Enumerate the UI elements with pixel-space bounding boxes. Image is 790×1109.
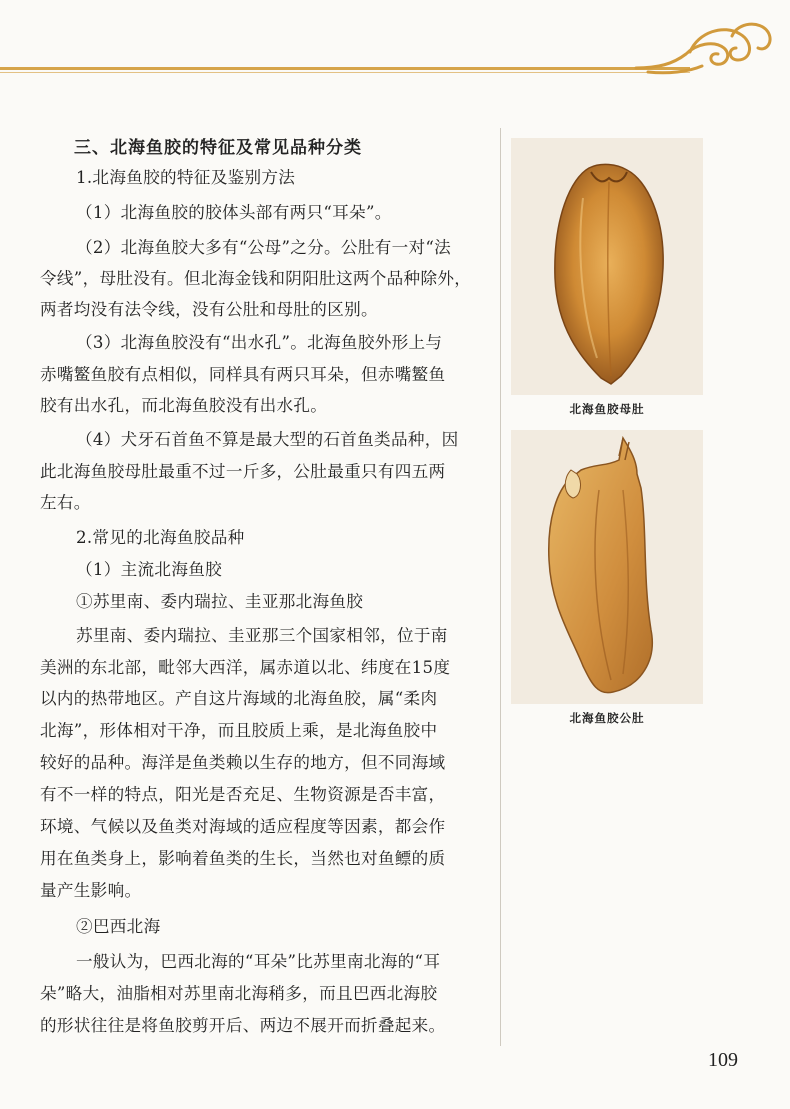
body-line: 胶有出水孔，而北海鱼胶没有出水孔。 <box>40 396 328 415</box>
body-line: 的形状往往是将鱼胶剪开后、两边不展开而折叠起来。 <box>40 1016 446 1035</box>
body-line: 有不一样的特点，阳光是否充足、生物资源是否丰富， <box>40 785 446 804</box>
body-line: 较好的品种。海洋是鱼类赖以生存的地方，但不同海域 <box>40 753 446 772</box>
subheading-brazil: ②巴西北海 <box>76 917 161 936</box>
body-line: 环境、气候以及鱼类对海域的适应程度等因素，都会作 <box>40 817 446 836</box>
body-line: 此北海鱼胶母肚最重不过一斤多，公肚最重只有四五两 <box>40 462 446 481</box>
body-line: 朵”略大，油脂相对苏里南北海稍多，而且巴西北海胶 <box>40 984 438 1003</box>
caption-female: 北海鱼胶母肚 <box>569 402 645 416</box>
page-number: 109 <box>708 1049 738 1071</box>
body-line: （1）北海鱼胶的胶体头部有两只“耳朵”。 <box>76 203 392 222</box>
caption-male: 北海鱼胶公肚 <box>569 711 645 725</box>
subheading-suriname: ①苏里南、委内瑞拉、圭亚那北海鱼胶 <box>76 592 364 611</box>
column-divider <box>500 128 501 1046</box>
body-line: 赤嘴鳘鱼胶有点相似，同样具有两只耳朵，但赤嘴鳘鱼 <box>40 365 446 384</box>
body-line: 令线”，母肚没有。但北海金钱和阴阳肚这两个品种除外， <box>40 269 472 288</box>
subheading-varieties: 2.常见的北海鱼胶品种 <box>76 528 245 547</box>
subheading-features: 1.北海鱼胶的特征及鉴别方法 <box>76 168 296 187</box>
body-line: （4）犬牙石首鱼不算是最大型的石首鱼类品种，因 <box>76 430 459 449</box>
body-line: 北海”，形体相对干净，而且胶质上乘，是北海鱼胶中 <box>40 721 438 740</box>
fish-maw-female-photo <box>511 138 703 395</box>
body-line: 美洲的东北部，毗邻大西洋，属赤道以北、纬度在15度 <box>40 658 451 677</box>
body-line: 苏里南、委内瑞拉、圭亚那三个国家相邻，位于南 <box>76 626 448 645</box>
header-rule-thin <box>0 72 690 73</box>
body-line: 左右。 <box>40 493 91 512</box>
body-line: 一般认为，巴西北海的“耳朵”比苏里南北海的“耳 <box>76 952 441 971</box>
body-line: 以内的热带地区。产自这片海域的北海鱼胶，属“柔肉 <box>40 689 438 708</box>
body-line: 量产生影响。 <box>40 881 142 900</box>
body-line: 用在鱼类身上，影响着鱼类的生长，当然也对鱼鳔的质 <box>40 849 446 868</box>
body-line: （2）北海鱼胶大多有“公母”之分。公肚有一对“法 <box>76 238 452 257</box>
auspicious-cloud-ornament <box>628 14 778 82</box>
fish-maw-male-photo <box>511 430 703 704</box>
subheading-mainstream: （1）主流北海鱼胶 <box>76 560 223 579</box>
body-line: 两者均没有法令线，没有公肚和母肚的区别。 <box>40 300 378 319</box>
body-line: （3）北海鱼胶没有“出水孔”。北海鱼胶外形上与 <box>76 333 443 352</box>
header-rule <box>0 67 690 70</box>
section-heading: 三、北海鱼胶的特征及常见品种分类 <box>74 138 362 158</box>
